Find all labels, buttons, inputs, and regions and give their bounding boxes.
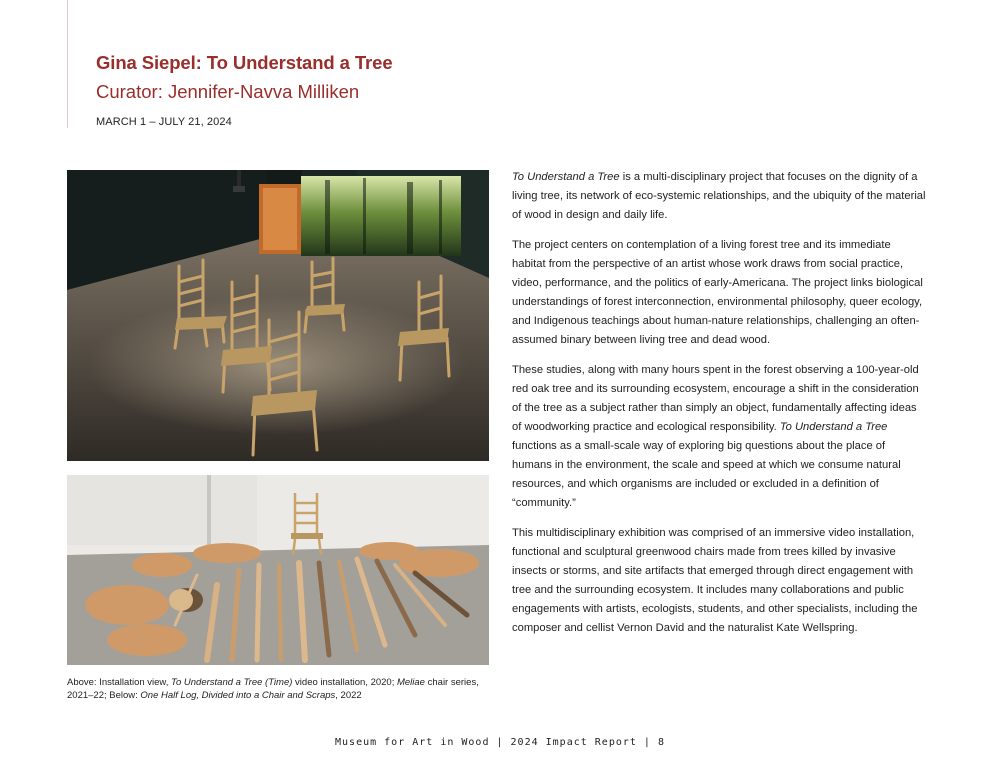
project-title-italic: To Understand a Tree bbox=[512, 171, 620, 183]
caption-title-italic: One Half Log, Divided into a Chair and Scraps bbox=[140, 690, 336, 701]
body-paragraph-3 bbox=[512, 361, 927, 513]
page-title: Gina Siepel: To Understand a Tree bbox=[96, 52, 393, 73]
body-paragraph-1 bbox=[512, 168, 927, 225]
caption-title-italic: To Understand a Tree (Time) bbox=[171, 677, 293, 688]
body-paragraph-4: This multidisciplinary exhibition was comprised of an immersive video installation, functional and sculptural greenwood chairs made from trees killed by invasive insects or storms, and site artifacts that emerged through direct engagement with tree and the surrounding ecosystem. It includes many collaborations and public engagements with artists, ecologists, students, and other specialists, including the composer and cellist Vernon David and the naturalist Kate Wellspring. bbox=[512, 527, 918, 634]
page-footer: Museum for Art in Wood | 2024 Impact Report | 8 bbox=[335, 737, 665, 748]
body-paragraph-2: The project centers on contemplation of a living forest tree and its immediate habitat from the perspective of an artist whose work draws from social practice, video, performance, and the politics of early-Americana. The project links biological understandings of forest interconnection, environmental philosophy, queer ecology, and Indigenous teachings about human-nature relationships, challenging an often-assumed binary between living tree and dead wood. bbox=[512, 239, 923, 346]
paragraph-text: functions as a small-scale way of exploring big questions about the place of humans in the environment, the scale and speed at which we consume natural resources, and which organisms are included or excluded in a definition of “community.” bbox=[512, 440, 901, 509]
paragraph-text: is a multi-disciplinary project that focuses on the dignity of a living tree, its network of eco-systemic relationships, and the ubiquity of the material of wood in design and daily life. bbox=[512, 171, 926, 221]
caption-text: , 2022 bbox=[335, 690, 362, 701]
log-scraps-photo bbox=[67, 475, 489, 665]
article-body bbox=[512, 168, 927, 649]
caption-text: video installation, 2020; bbox=[292, 677, 397, 688]
header-accent-rule bbox=[67, 0, 68, 128]
project-title-italic: To Understand a Tree bbox=[779, 421, 888, 433]
caption-text: chair series, 2021–22; Below: bbox=[67, 677, 479, 701]
paragraph-text: These studies, along with many hours spent in the forest observing a 100-year-old red oak tree and its surrounding ecosystem, encourage a shift in the consideration of the tree as a subject rather than simply an object, fundamentally affecting ideas of woodworking practice and ecological responsibility. bbox=[512, 364, 919, 433]
installation-photo bbox=[67, 170, 489, 461]
caption-text: Above: Installation view, bbox=[67, 677, 172, 688]
exhibition-dates: MARCH 1 – JULY 21, 2024 bbox=[96, 116, 232, 128]
photo-caption bbox=[67, 676, 487, 702]
caption-title-italic: Meliae bbox=[396, 677, 425, 688]
curator-line: Curator: Jennifer-Navva Milliken bbox=[96, 81, 360, 102]
